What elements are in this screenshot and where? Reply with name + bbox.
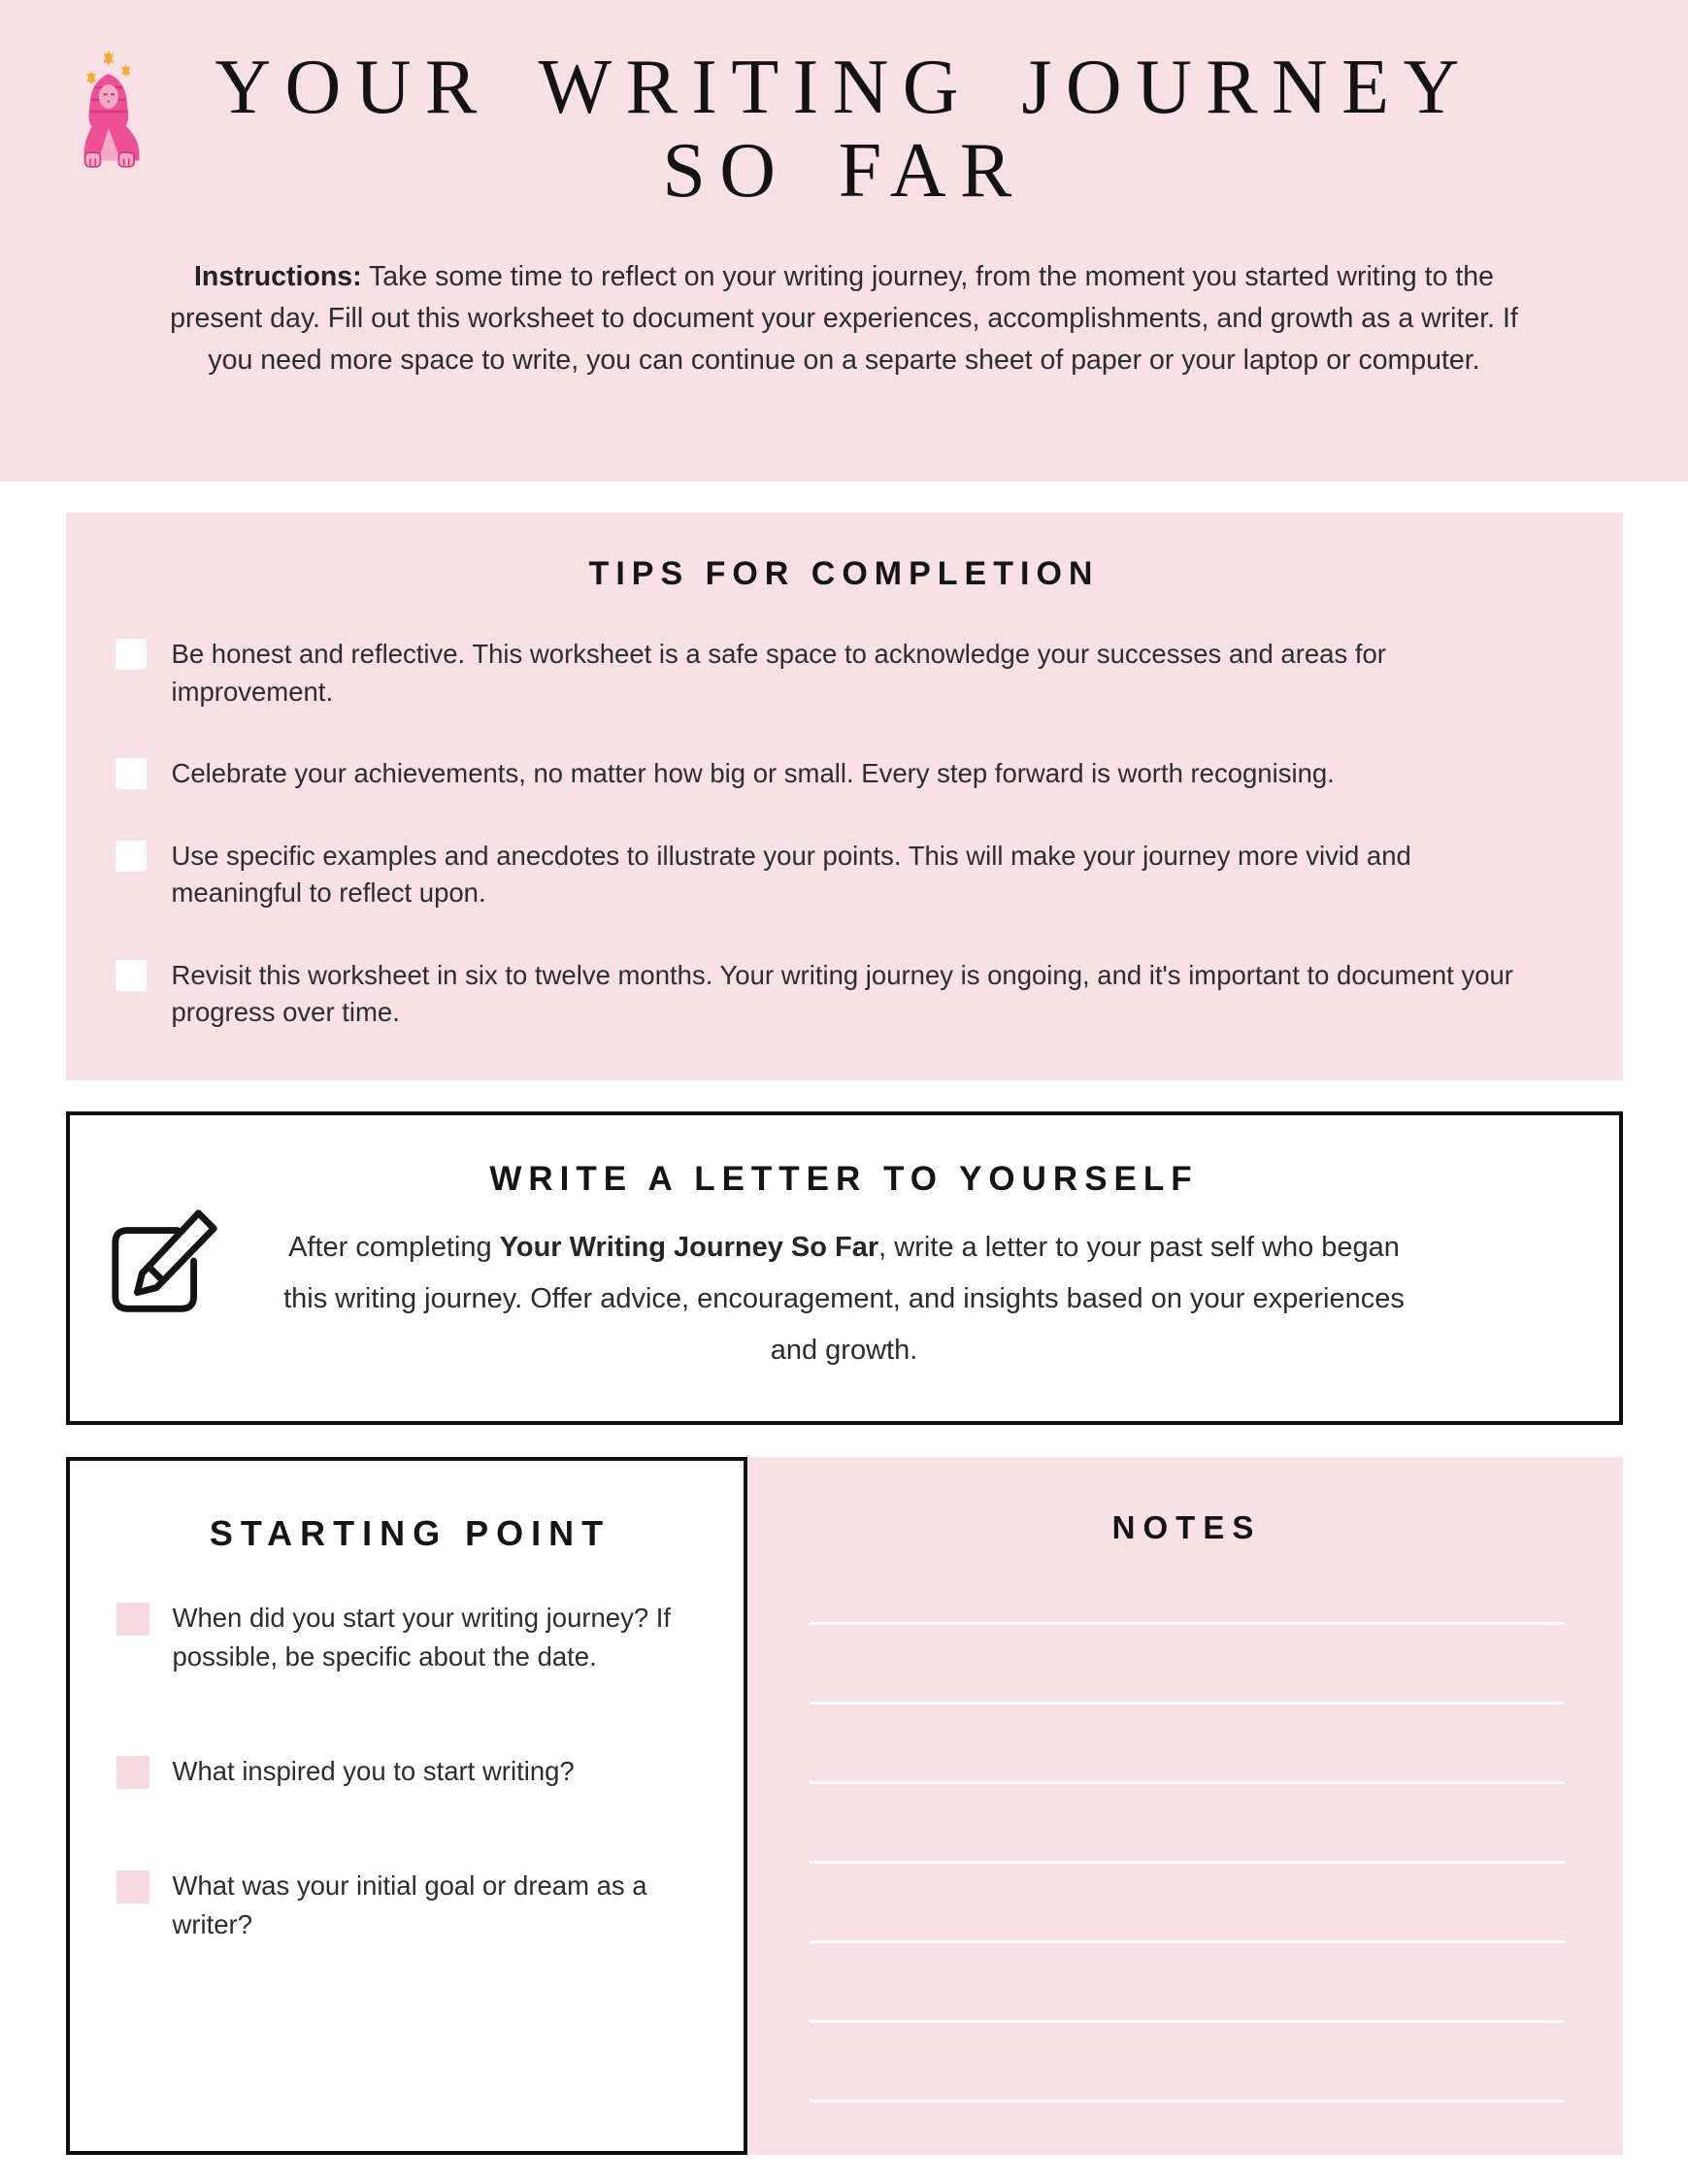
sphinx-logo-icon xyxy=(78,47,146,171)
starting-point-item xyxy=(116,1599,705,1676)
starting-point-item-text: What inspired you to start writing? xyxy=(172,1755,575,1786)
ruled-line xyxy=(810,1702,1565,1704)
letter-section xyxy=(66,1111,1623,1425)
pencil-square-icon xyxy=(103,1203,229,1325)
checkbox-icon xyxy=(116,960,147,991)
tip-item xyxy=(116,838,1526,912)
ruled-line xyxy=(810,2100,1565,2102)
ruled-line xyxy=(810,1861,1565,1864)
tip-item xyxy=(116,755,1526,793)
bottom-section xyxy=(66,1457,1623,2155)
starting-point-item xyxy=(116,1752,705,1791)
notes-section xyxy=(747,1457,1623,2155)
starting-point-item-text: What was your initial goal or dream as a writer? xyxy=(172,1870,647,1940)
starting-point-section xyxy=(66,1457,747,2155)
tip-item-text: Be honest and reflective. This worksheet is a safe space to acknowledge your successes and areas for improvement. xyxy=(171,639,1386,707)
letter-paragraph xyxy=(277,1222,1412,1376)
checkbox-icon xyxy=(116,639,147,670)
tip-item-text: Celebrate your achievements, no matter how big or small. Every step forward is worth recognising. xyxy=(171,758,1335,788)
letter-text-highlight: Your Writing Journey So Far xyxy=(499,1231,879,1263)
ruled-line xyxy=(810,1940,1565,1943)
instructions-label: Instructions: xyxy=(194,261,362,292)
checkbox-icon xyxy=(116,841,147,872)
instructions-text: Take some time to reflect on your writing journey, from the moment you started writing to the present day. Fill out this worksheet to document your experiences, accomplishments, and growth as a writer. If you need more space to write, you can continue on a separte sheet of paper or your laptop or computer. xyxy=(170,261,1518,377)
tip-item xyxy=(116,957,1526,1032)
letter-heading: WRITE A LETTER TO YOURSELF xyxy=(489,1159,1199,1198)
checkbox-icon xyxy=(116,1870,149,1903)
starting-point-list xyxy=(116,1599,705,1945)
tip-item-text: Revisit this worksheet in six to twelve months. Your writing journey is ongoing, and it's important to document your progress over time. xyxy=(171,959,1513,1027)
tips-list xyxy=(116,636,1526,1032)
checkbox-icon xyxy=(116,1603,149,1636)
notes-heading: NOTES xyxy=(1111,1508,1262,1545)
ruled-line xyxy=(810,2020,1565,2023)
letter-text-before: After completing xyxy=(288,1231,500,1263)
starting-point-item-text: When did you start your writing journey? If possible, be specific about the date. xyxy=(172,1602,672,1671)
page-title-line1: YOUR WRITING JOURNEY xyxy=(215,45,1473,130)
notes-ruled-lines xyxy=(810,1622,1565,2102)
tip-item xyxy=(116,636,1526,711)
ruled-line xyxy=(810,1622,1565,1625)
letter-text-after: , write a letter to your past self who began this writing journey. Offer advice, encouragement, and insights based on your experiences and growth. xyxy=(283,1231,1405,1366)
checkbox-icon xyxy=(116,1756,149,1789)
starting-point-item xyxy=(116,1867,705,1944)
page-title-line2: SO FAR xyxy=(662,128,1026,214)
header-band xyxy=(0,0,1688,481)
ruled-line xyxy=(810,1781,1565,1784)
tip-item-text: Use specific examples and anecdotes to illustrate your points. This will make your journey more vivid and meaningful to reflect upon. xyxy=(171,840,1411,908)
instructions-paragraph xyxy=(170,256,1519,381)
tips-section xyxy=(66,513,1623,1080)
tips-heading: TIPS FOR COMPLETION xyxy=(588,555,1100,592)
page-title xyxy=(0,45,1688,214)
checkbox-icon xyxy=(116,758,147,789)
starting-point-heading: STARTING POINT xyxy=(209,1512,612,1553)
